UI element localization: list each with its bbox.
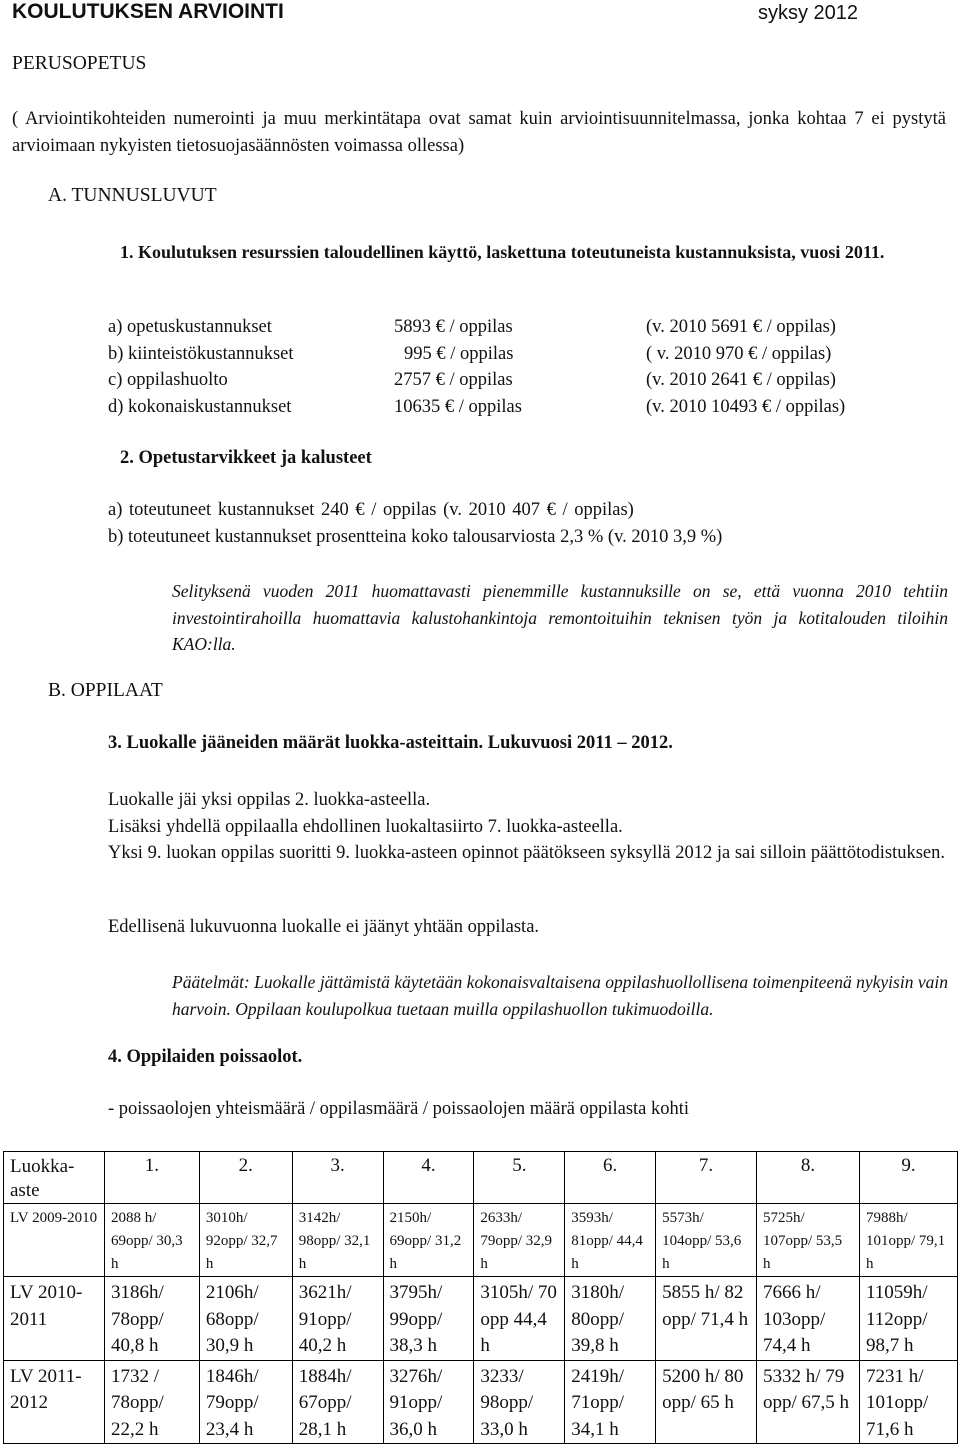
cost-comparison: (v. 2010 10493 € / oppilas) (646, 397, 846, 417)
table-cell: 3010h/ 92opp/ 32,7 h (199, 1204, 292, 1277)
table-cell: 3621h/ 91opp/ 40,2 h (292, 1277, 383, 1361)
table-column-header: 8. (757, 1152, 860, 1204)
table-column-header: 9. (859, 1152, 957, 1204)
item3-lines (108, 787, 948, 867)
table-cell: 2419h/ 71opp/ 34,1 h (565, 1360, 656, 1444)
table-cell: 3186h/ 78opp/ 40,8 h (104, 1277, 199, 1361)
table-cell: 3795h/ 99opp/ 38,3 h (383, 1277, 474, 1361)
table-cell: 7231 h/ 101opp/ 71,6 h (859, 1360, 957, 1444)
cost-value: 10635 € / oppilas (394, 397, 522, 417)
table-cell: 7988h/ 101opp/ 79,1 h (859, 1204, 957, 1277)
document-season: syksy 2012 (758, 2, 859, 24)
table-column-header: 5. (474, 1152, 565, 1204)
item4-subheading: - poissaolojen yhteismäärä / oppilasmäärä / poissaolojen määrä oppilasta kohti (108, 1099, 690, 1119)
cost-value: 2757 € / oppilas (394, 370, 513, 390)
table-cell: 3593h/ 81opp/ 44,4 h (565, 1204, 656, 1277)
table-cell: 2088 h/ 69opp/ 30,3 h (104, 1204, 199, 1277)
table-cell: 2633h/ 79opp/ 32,9 h (474, 1204, 565, 1277)
table-corner-label: Luokka-aste (4, 1152, 105, 1204)
cost-label: d) kokonaiskustannukset (108, 397, 292, 417)
item1-heading: 1. Koulutuksen resurssien taloudellinen käyttö, laskettuna toteutuneista kustannuksista, vuosi 2011. (120, 242, 885, 262)
cost-comparison: ( v. 2010 970 € / oppilas) (646, 344, 832, 364)
table-row-label: LV 2009-2010 (4, 1204, 105, 1277)
table-cell: 5200 h/ 80 opp/ 65 h (656, 1360, 757, 1444)
cost-row (108, 370, 948, 398)
table-cell: 7666 h/ 103opp/ 74,4 h (757, 1277, 860, 1361)
table-cell: 3233/ 98opp/ 33,0 h (474, 1360, 565, 1444)
table-cell: 3142h/ 98opp/ 32,1 h (292, 1204, 383, 1277)
table-row (4, 1277, 958, 1361)
table-cell: 3180h/ 80opp/ 39,8 h (565, 1277, 656, 1361)
cost-row (108, 344, 948, 372)
table-cell: 5725h/ 107opp/ 53,5 h (757, 1204, 860, 1277)
table-cell: 1846h/ 79opp/ 23,4 h (199, 1360, 292, 1444)
cost-comparison: (v. 2010 2641 € / oppilas) (646, 370, 836, 390)
cost-label: a) opetuskustannukset (108, 317, 272, 337)
item4-heading: 4. Oppilaiden poissaolot. (108, 1047, 303, 1067)
table-column-header: 3. (292, 1152, 383, 1204)
item2-line-a (108, 500, 634, 521)
table-row (4, 1360, 958, 1444)
table-cell: 5573h/ 104opp/ 53,6 h (656, 1204, 757, 1277)
section-heading: PERUSOPETUS (12, 53, 147, 74)
cost-comparison: (v. 2010 5691 € / oppilas) (646, 317, 836, 337)
item2-line-b: b) toteutuneet kustannukset prosentteina koko talousarviosta 2,3 % (v. 2010 3,9 %) (108, 527, 723, 547)
item3-conclusion: Päätelmät: Luokalle jättämistä käytetään kokonaisvaltaisena oppilashuollollisena toimenpiteenä nykyisin vain harvoin. Oppilaan koulupolkua tuetaan muilla oppilashuollon tukimuodoilla. (172, 972, 948, 1019)
table-cell: 11059h/ 112opp/ 98,7 h (859, 1277, 957, 1361)
item3-line-2: Lisäksi yhdellä oppilaalla ehdollinen luokaltasiirto 7. luokka-asteella. (108, 816, 623, 837)
part-b-heading: B. OPPILAAT (48, 680, 163, 701)
table-cell: 5855 h/ 82 opp/ 71,4 h (656, 1277, 757, 1361)
item3-line-3: Yksi 9. luokan oppilas suoritti 9. luokka-asteen opinnot päätökseen syksyllä 2012 ja sai silloin päättötodistuksen. (108, 843, 946, 863)
table-cell: 1884h/ 67opp/ 28,1 h (292, 1360, 383, 1444)
cost-label: b) kiinteistökustannukset (108, 344, 294, 364)
table-column-header: 1. (104, 1152, 199, 1204)
table-row (4, 1204, 958, 1277)
table-column-header: 7. (656, 1152, 757, 1204)
table-cell: 2106h/ 68opp/ 30,9 h (199, 1277, 292, 1361)
item2-line-a-text: a) toteutuneet kustannukset 240 € / oppilas (v. 2010 407 € / oppilas) (108, 500, 634, 520)
table-cell: 1732 / 78opp/ 22,2 h (104, 1360, 199, 1444)
cost-value: 995 € / oppilas (404, 344, 514, 364)
table-cell: 3276h/ 91opp/ 36,0 h (383, 1360, 474, 1444)
intro-paragraph: ( Arviointikohteiden numerointi ja muu merkintätapa ovat samat kuin arviointisuunnitelmassa, jonka kohtaa 7 ei pystytä arvioimaan nykyisten tietosuojasäännösten voimassa ollessa) (12, 109, 946, 156)
table-column-header: 4. (383, 1152, 474, 1204)
table-cell: 5332 h/ 79 opp/ 67,5 h (757, 1360, 860, 1444)
item3-previous: Edellisenä lukuvuonna luokalle ei jäänyt yhtään oppilasta. (108, 917, 540, 937)
item2-note: Selityksenä vuoden 2011 huomattavasti pienemmille kustannuksille on se, että vuonna 2010 tehtiin investointirahoilla huomattavia kalustohankintoja remontoituihin teknisen työn ja kotitalouden tiloihin KAO:lla. (172, 581, 948, 654)
item2-heading: 2. Opetustarvikkeet ja kalusteet (120, 448, 372, 468)
absence-table (3, 1151, 958, 1444)
cost-row (108, 397, 948, 425)
document-title: KOULUTUKSEN ARVIOINTI (12, 0, 284, 23)
table-cell: 2150h/ 69opp/ 31,2 h (383, 1204, 474, 1277)
table-column-header: 6. (565, 1152, 656, 1204)
table-row-label: LV 2010-2011 (4, 1277, 105, 1361)
item3-heading: 3. Luokalle jääneiden määrät luokka-asteittain. Lukuvuosi 2011 – 2012. (108, 733, 673, 753)
item3-line-1: Luokalle jäi yksi oppilas 2. luokka-asteella. (108, 790, 431, 810)
cost-row (108, 317, 948, 345)
table-column-header: 2. (199, 1152, 292, 1204)
part-a-heading: A. TUNNUSLUVUT (48, 185, 217, 206)
cost-label: c) oppilashuolto (108, 370, 228, 390)
table-row-label: LV 2011-2012 (4, 1360, 105, 1444)
table-cell: 3105h/ 70 opp 44,4 h (474, 1277, 565, 1361)
cost-value: 5893 € / oppilas (394, 317, 513, 337)
